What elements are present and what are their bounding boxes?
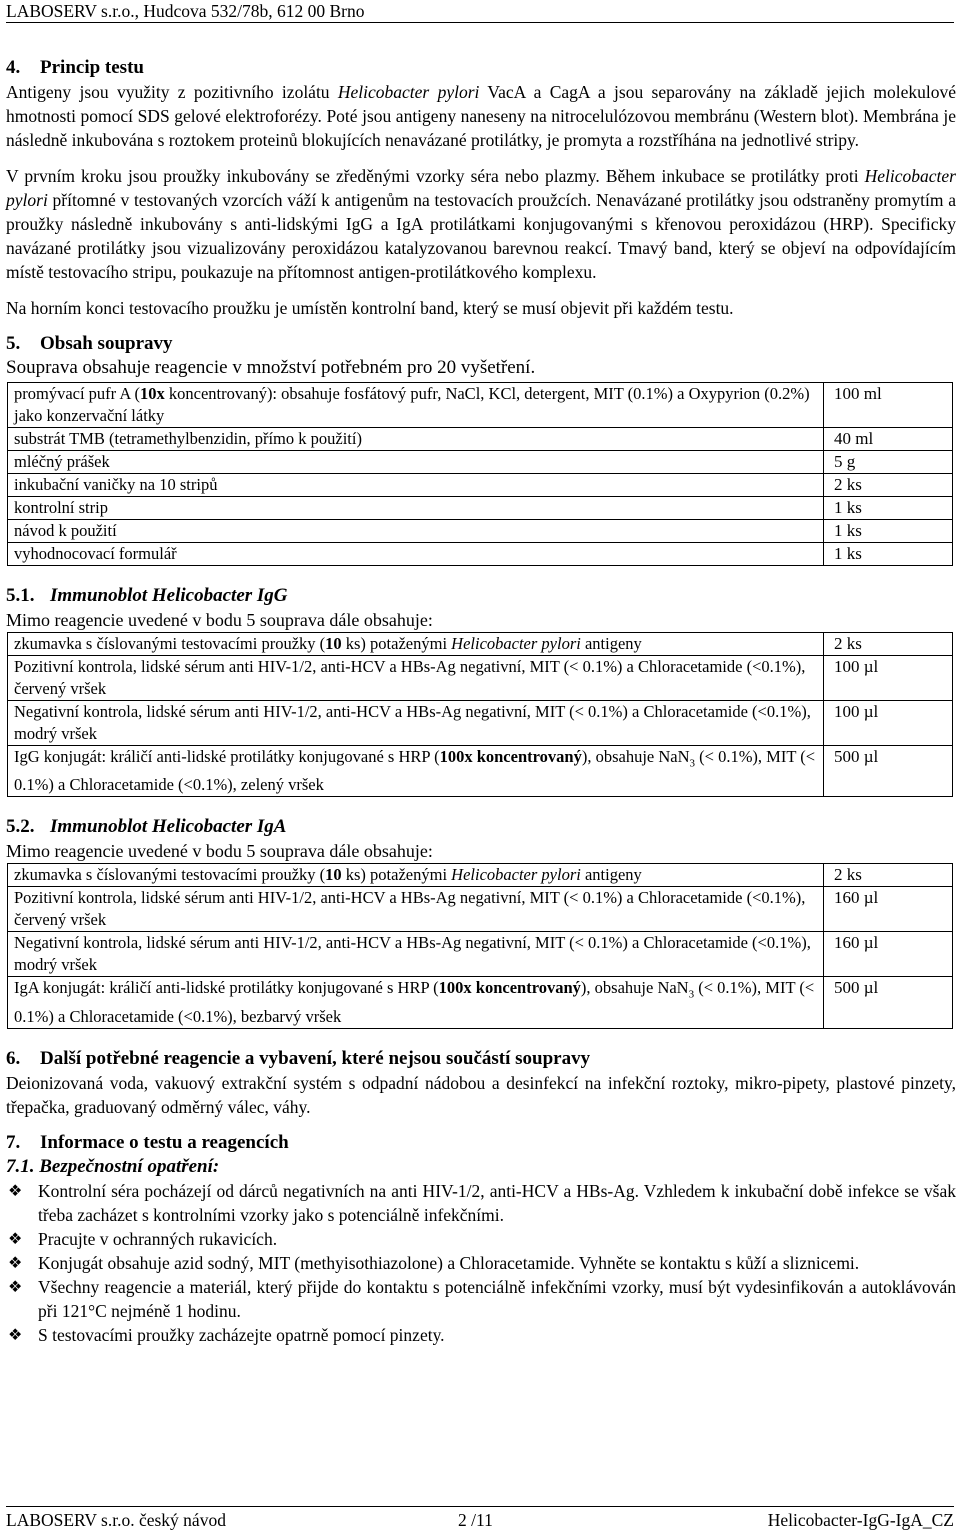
section-4-paragraph-3: Na horním konci testovacího proužku je umístěn kontrolní band, který se musí objevit při každém testu.	[6, 298, 734, 318]
quantity-cell: 160 µl	[824, 932, 953, 977]
section-title-part: Immunoblot	[50, 816, 152, 838]
diamond-bullet-icon: ❖	[8, 1276, 23, 1296]
item-cell	[8, 383, 824, 428]
iga-contents-table	[7, 863, 953, 1028]
text-run: ), obsahuje NaN	[581, 747, 690, 766]
item-cell	[8, 520, 824, 543]
text-run: promývací pufr A (	[14, 384, 141, 403]
text-run: 3	[689, 757, 696, 770]
table-row	[8, 383, 953, 428]
section-title-part: Helicobacter IgA	[151, 816, 287, 838]
list-item	[6, 1275, 956, 1323]
section-7-1-heading: 7.1. Bezpečnostní opatření:	[6, 1155, 220, 1177]
item-cell	[8, 746, 824, 797]
text-run: ks) potaženými	[341, 634, 452, 653]
quantity-cell: 160 µl	[824, 887, 953, 932]
section-number: 5.2.	[6, 816, 35, 838]
diamond-bullet-icon: ❖	[8, 1180, 23, 1200]
quantity-cell: 1 ks	[824, 520, 953, 543]
item-cell	[8, 887, 824, 932]
text-run: Negativní kontrola, lidské sérum anti HIV-1/2, anti-HCV a HBs-Ag negativní, MIT (< 0.1%) a Chloracetamide (<0.1%), modrý vršek	[14, 702, 811, 743]
table-row	[8, 451, 953, 474]
quantity-cell: 100 ml	[824, 383, 953, 428]
section-6-text: Deionizovaná voda, vakuový extrakční systém s odpadní nádobou a desinfekcí na infekční roztoky, mikro-pipety, plastové pinzety, třepačka, graduovaný odměrný válec, váhy.	[6, 1072, 956, 1117]
table-row	[8, 497, 953, 520]
text-run: Helicobacter pylori	[337, 82, 480, 102]
quantity-cell: 2 ks	[824, 633, 953, 656]
list-item	[6, 1179, 956, 1227]
text-run: 10	[325, 634, 342, 653]
table-row	[8, 428, 953, 451]
text-run: antigeny	[580, 865, 642, 885]
section-title: Informace o testu a reagencích	[40, 1131, 289, 1153]
text-run: 100x koncentrovaný	[438, 978, 581, 998]
diamond-bullet-icon: ❖	[8, 1252, 23, 1272]
igg-contents-table	[7, 632, 953, 797]
section-4-heading	[6, 56, 956, 80]
list-item	[6, 1251, 956, 1275]
section-7-heading	[6, 1131, 956, 1155]
table-row	[8, 633, 953, 656]
text-run: 10	[325, 865, 342, 885]
section-5-heading	[6, 332, 956, 356]
text-run: návod k použití	[14, 521, 117, 540]
section-5-1-heading	[6, 584, 956, 608]
quantity-cell: 2 ks	[824, 474, 953, 497]
text-run: Negativní kontrola, lidské sérum anti HIV-1/2, anti-HCV a HBs-Ag negativní, MIT (< 0.1%) a Chloracetamide (<0.1%), modrý vršek	[14, 933, 811, 975]
item-cell	[8, 633, 824, 656]
text-run: zkumavka s číslovanými testovacími proužky (	[14, 634, 326, 653]
text-run: mléčný prášek	[14, 452, 110, 471]
kit-contents-table	[7, 382, 953, 566]
quantity-cell: 100 µl	[824, 701, 953, 746]
text-run: V prvním kroku jsou proužky inkubovány se zředěnými vzorky séra nebo plazmy. Během inkubace se protilátky proti	[6, 166, 865, 186]
text-run: vyhodnocovací formulář	[14, 544, 177, 563]
footer-page-number: 2 /11	[458, 1510, 493, 1530]
item-cell	[8, 932, 824, 977]
text-run: VacA a CagA a jsou separovány na základě jejich molekulové hmotnosti pomocí SDS gelové elektroforézy. Poté jsou antigeny naneseny na nitrocelulózovou membránu (Western blot). Membrána je následně inkubována s roztokem proteinů blokujících nenavázané protilátky, je promyta a rozstříhána na jednotlivé stripy.	[6, 82, 956, 150]
table-row	[8, 977, 953, 1028]
section-5-intro: Souprava obsahuje reagencie v množství potřebném pro 20 vyšetření.	[6, 357, 536, 378]
quantity-cell: 40 ml	[824, 428, 953, 451]
section-number: 5.1.	[6, 585, 35, 606]
footer-company: LABOSERV s.r.o. český návod	[6, 1510, 226, 1530]
list-item	[6, 1227, 956, 1251]
quantity-cell: 500 µl	[824, 746, 953, 797]
section-4-paragraph-1	[6, 80, 956, 152]
item-cell	[8, 497, 824, 520]
section-6-heading	[6, 1047, 956, 1071]
table-row	[8, 746, 953, 797]
section-5-1-intro: Mimo reagencie uvedené v bodu 5 souprava dále obsahuje:	[6, 610, 433, 630]
table-row	[8, 701, 953, 746]
text-run: zkumavka s číslovanými testovacími proužky (	[14, 865, 326, 885]
page-content	[6, 56, 956, 1347]
footer-document-code: Helicobacter-IgG-IgA_CZ	[767, 1510, 954, 1530]
table-row	[8, 543, 953, 566]
table-row	[8, 932, 953, 977]
list-item-text: Pracujte v ochranných rukavicích.	[38, 1228, 278, 1249]
quantity-cell: 1 ks	[824, 543, 953, 566]
item-cell	[8, 656, 824, 701]
section-5-2-heading	[6, 815, 956, 839]
text-run: 10x	[140, 384, 165, 403]
list-item-text: Všechny reagencie a materiál, který přijde do kontaktu s potenciálně infekčními vzorky, musí být vydesinfikován a autoklávován při 121°C nejméně 1 hodinu.	[38, 1276, 956, 1321]
item-cell	[8, 428, 824, 451]
item-cell	[8, 701, 824, 746]
text-run: (< 0.1%), MIT (< 0.1%) a Chloracetamide (<0.1%), zelený vršek	[14, 747, 816, 795]
list-item	[6, 1323, 956, 1347]
text-run: 3	[688, 988, 695, 1001]
text-run: Pozitivní kontrola, lidské sérum anti HIV-1/2, anti-HCV a HBs-Ag negativní, MIT (< 0.1%) a Chloracetamide (<0.1%), červený vršek	[14, 657, 806, 698]
text-run: IgA konjugát: králičí anti-lidské protilátky konjugované s HRP (	[14, 978, 439, 998]
section-title-part: Helicobacter IgG	[151, 585, 288, 606]
item-cell	[8, 451, 824, 474]
text-run: inkubační vaničky na 10 stripů	[14, 475, 218, 494]
text-run: Helicobacter pylori	[6, 166, 956, 210]
text-run: Helicobacter pylori	[451, 865, 581, 885]
text-run: substrát TMB (tetramethylbenzidin, přímo k použití)	[14, 429, 362, 448]
section-title-part: Immunoblot	[50, 585, 152, 606]
item-cell	[8, 474, 824, 497]
diamond-bullet-icon: ❖	[8, 1324, 23, 1344]
section-5-2-intro: Mimo reagencie uvedené v bodu 5 souprava dále obsahuje:	[6, 841, 433, 862]
text-run: ks) potaženými	[341, 865, 452, 885]
section-number: 7.	[6, 1131, 21, 1153]
text-run: IgG konjugát: králičí anti-lidské protilátky konjugované s HRP (	[14, 747, 440, 766]
diamond-bullet-icon: ❖	[8, 1228, 23, 1248]
text-run: antigeny	[580, 634, 642, 653]
list-item-text: Kontrolní séra pocházejí od dárců negativních na anti HIV-1/2, anti-HCV a HBs-Ag. Vzhledem k inkubační době infekce se však třeba zacházet s kontrolními vzorky jako s potenciálně infekčními.	[38, 1180, 956, 1225]
section-number: 6.	[6, 1047, 21, 1069]
text-run: 100x koncentrovaný	[439, 747, 582, 766]
quantity-cell: 2 ks	[824, 864, 953, 887]
page-header: LABOSERV s.r.o., Hudcova 532/78b, 612 00 Brno	[6, 0, 954, 23]
section-number: 4.	[6, 57, 21, 78]
text-run: Antigeny jsou využity z pozitivního izolátu	[6, 82, 338, 102]
page-footer	[6, 1506, 954, 1533]
quantity-cell: 5 g	[824, 451, 953, 474]
item-cell	[8, 864, 824, 887]
section-number: 5.	[6, 333, 21, 354]
text-run: koncentrovaný): obsahuje fosfátový pufr, NaCl, KCl, detergent, MIT (0.1%) a Oxypyrion (0.2%) jako konzervační látky	[14, 384, 810, 425]
section-title: Princip testu	[40, 57, 144, 78]
text-run: Pozitivní kontrola, lidské sérum anti HIV-1/2, anti-HCV a HBs-Ag negativní, MIT (< 0.1%) a Chloracetamide (<0.1%), červený vršek	[14, 888, 806, 930]
table-row	[8, 656, 953, 701]
item-cell	[8, 543, 824, 566]
text-run: přítomné v testovaných vzorcích váží k antigenům na testovacích proužcích. Nenavázané protilátky jsou odstraněny promytím a proužky následně inkubovány s anti-lidskými IgG a IgA protilátkami konjugovanými s křenovou peroxidázou (HRP). Specificky navázané protilátky jsou vizualizovány peroxidázou katalyzovanou barevnou reakcí. Tmavý band, který se objeví na odpovídajícím místě testovacího stripu, poukazuje na přítomnost antigen-protilátkového komplexu.	[6, 190, 956, 282]
list-item-text: Konjugát obsahuje azid sodný, MIT (methyisothiazolone) a Chloracetamide. Vyhněte se kontaktu s kůží a sliznicemi.	[38, 1252, 860, 1273]
quantity-cell: 500 µl	[824, 977, 953, 1028]
section-title: Další potřebné reagencie a vybavení, které nejsou součástí soupravy	[40, 1047, 591, 1069]
table-row	[8, 520, 953, 543]
section-4-paragraph-2	[6, 164, 956, 284]
item-cell	[8, 977, 824, 1028]
text-run: kontrolní strip	[14, 498, 108, 517]
text-run: Helicobacter pylori	[451, 634, 581, 653]
section-title: Obsah soupravy	[40, 333, 173, 354]
text-run: (< 0.1%), MIT (< 0.1%) a Chloracetamide (<0.1%), bezbarvý vršek	[14, 978, 815, 1026]
quantity-cell: 1 ks	[824, 497, 953, 520]
table-row	[8, 474, 953, 497]
table-row	[8, 887, 953, 932]
quantity-cell: 100 µl	[824, 656, 953, 701]
table-row	[8, 864, 953, 887]
text-run: ), obsahuje NaN	[580, 978, 689, 998]
list-item-text: S testovacími proužky zacházejte opatrně pomocí pinzety.	[38, 1324, 445, 1345]
safety-bullet-list	[6, 1179, 956, 1347]
